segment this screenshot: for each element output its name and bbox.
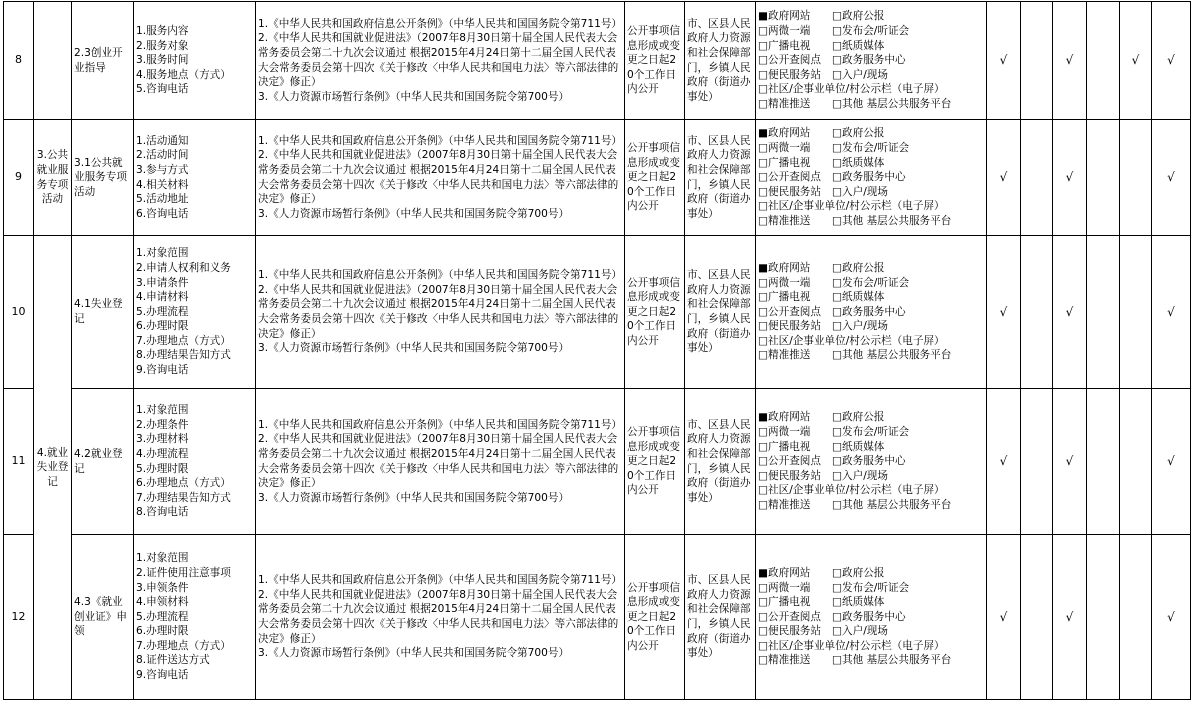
item-cell: 4.3《就业创业证》申领 [72,535,134,700]
channel-option: □精准推送 [758,654,811,667]
channel-option: □社区/企事业单位/村公示栏（电子屏） [758,484,945,497]
content-line: 1.对象范围 [136,404,189,417]
channel-option: □发布会/听证会 [832,25,910,38]
check-cell: √ [987,120,1021,236]
channel-option: ■政府网站 [758,261,811,274]
channel-option: □便民服务站 [758,68,821,81]
channel-option: □发布会/听证会 [832,276,910,289]
basis-line: 2.《中华人民共和国就业促进法》（2007年8月30日第十届全国人民代表大会常务委员会第二十九次会议通过 根据2015年4月24日第十二届全国人民代表大会常务委员会第十四次《关于修改〈中华人民共和国电力法〉等六部法律的决定》修正） [258,433,619,490]
basis-line: 1.《中华人民共和国政府信息公开条例》（中华人民共和国国务院令第711号） [258,17,623,30]
channel-option: □纸质媒体 [832,440,885,453]
content-line: 3.申领条件 [136,581,189,594]
check-cell: √ [1053,2,1087,120]
check-cell [1021,389,1053,535]
content-line: 6.办理地点（方式） [136,477,231,490]
check-cell: √ [1053,236,1087,389]
channel-option: □两微一端 [758,581,811,594]
channel-cell [756,2,987,120]
channel-option: □便民服务站 [758,469,821,482]
row-number: 11 [4,389,34,535]
time-limit-cell: 公开事项信息形成或变更之日起20个工作日内公开 [625,389,685,535]
channel-option: □广播电视 [758,39,811,52]
channel-cell [756,535,987,700]
content-line: 5.咨询电话 [136,83,189,96]
check-cell [1087,120,1120,236]
channel-option: □社区/企事业单位/村公示栏（电子屏） [758,334,945,347]
channel-option: □其他 基层公共服务平台 [832,498,952,511]
content-line: 2.证件使用注意事项 [136,566,231,579]
channel-option: ■政府网站 [758,10,811,23]
check-cell [1087,389,1120,535]
channel-option: □政务服务中心 [832,171,906,184]
basis-line: 2.《中华人民共和国就业促进法》（2007年8月30日第十届全国人民代表大会常务委员会第二十九次会议通过 根据2015年4月24日第十二届全国人民代表大会常务委员会第十四次《关于修改〈中华人民共和国电力法〉等六部法律的决定》修正） [258,588,619,645]
row-number: 8 [4,2,34,120]
channel-option: □入户/现场 [832,625,888,638]
content-line: 3.申请条件 [136,276,189,289]
check-cell: √ [987,389,1021,535]
basis-line: 2.《中华人民共和国就业促进法》（2007年8月30日第十届全国人民代表大会常务委员会第二十九次会议通过 根据2015年4月24日第十二届全国人民代表大会常务委员会第十四次《关于修改〈中华人民共和国电力法〉等六部法律的决定》修正） [258,283,619,340]
content-line: 4.相关材料 [136,178,189,191]
channel-option: ■政府网站 [758,127,811,140]
content-cell [134,389,256,535]
check-cell [1021,120,1053,236]
check-cell: √ [1053,389,1087,535]
check-cell [1120,236,1152,389]
subject-cell: 市、区县人民政府人力资源和社会保障部门，乡镇人民政府（街道办事处） [685,389,756,535]
channel-option: □便民服务站 [758,320,821,333]
content-line: 6.办理时限 [136,625,189,638]
channel-option: □纸质媒体 [832,156,885,169]
channel-option: □政务服务中心 [832,610,906,623]
check-cell [1087,2,1120,120]
table-row [4,236,1191,389]
check-cell: √ [987,2,1021,120]
basis-cell [256,120,625,236]
table-row [4,535,1191,700]
channel-option: □两微一端 [758,426,811,439]
item-cell: 2.3创业开业指导 [72,2,134,120]
channel-option: □精准推送 [758,97,811,110]
content-line: 4.申请材料 [136,291,189,304]
check-cell [1021,535,1053,700]
time-limit-cell: 公开事项信息形成或变更之日起20个工作日内公开 [625,236,685,389]
basis-line: 3.《人力资源市场暂行条例》（中华人民共和国国务院令第700号） [258,90,570,103]
basis-cell [256,535,625,700]
time-limit-cell: 公开事项信息形成或变更之日起20个工作日内公开 [625,535,685,700]
check-cell [1120,120,1152,236]
basis-line: 1.《中华人民共和国政府信息公开条例》（中华人民共和国国务院令第711号） [258,269,623,282]
check-cell: √ [987,535,1021,700]
basis-cell [256,389,625,535]
basis-line: 1.《中华人民共和国政府信息公开条例》（中华人民共和国国务院令第711号） [258,134,623,147]
channel-option: □公开查阅点 [758,455,821,468]
content-line: 3.参与方式 [136,163,189,176]
channel-option: □两微一端 [758,25,811,38]
content-cell [134,535,256,700]
content-line: 8.办理结果告知方式 [136,349,231,362]
content-line: 8.证件送达方式 [136,654,210,667]
check-cell: √ [987,236,1021,389]
check-cell [1087,535,1120,700]
channel-option: □发布会/听证会 [832,142,910,155]
content-line: 1.对象范围 [136,247,189,260]
channel-option: □精准推送 [758,214,811,227]
check-cell: √ [1152,389,1191,535]
channel-option: □入户/现场 [832,68,888,81]
channel-option: □便民服务站 [758,185,821,198]
check-cell [1120,535,1152,700]
item-cell: 4.2就业登记 [72,389,134,535]
channel-option: □政府公报 [832,411,885,424]
content-line: 2.服务对象 [136,39,189,52]
time-limit-cell: 公开事项信息形成或变更之日起20个工作日内公开 [625,2,685,120]
channel-option: □纸质媒体 [832,39,885,52]
check-cell: √ [1152,236,1191,389]
channel-option: □广播电视 [758,440,811,453]
content-line: 7.办理地点（方式） [136,639,231,652]
channel-option: □便民服务站 [758,625,821,638]
channel-option: □其他 基层公共服务平台 [832,349,952,362]
content-line: 1.服务内容 [136,25,189,38]
check-cell: √ [1053,535,1087,700]
channel-option: □广播电视 [758,291,811,304]
basis-line: 3.《人力资源市场暂行条例》（中华人民共和国国务院令第700号） [258,647,570,660]
channel-option: □社区/企事业单位/村公示栏（电子屏） [758,83,945,96]
channel-option: □入户/现场 [832,185,888,198]
subject-cell: 市、区县人民政府人力资源和社会保障部门，乡镇人民政府（街道办事处） [685,236,756,389]
channel-option: □政务服务中心 [832,54,906,67]
content-line: 9.咨询电话 [136,364,189,377]
table-row [4,2,1191,120]
channel-option: □公开查阅点 [758,54,821,67]
basis-line: 3.《人力资源市场暂行条例》（中华人民共和国国务院令第700号） [258,207,570,220]
channel-option: □纸质媒体 [832,291,885,304]
basis-cell [256,236,625,389]
channel-option: □发布会/听证会 [832,581,910,594]
content-line: 5.办理流程 [136,610,189,623]
channel-cell [756,236,987,389]
subject-cell: 市、区县人民政府人力资源和社会保障部门，乡镇人民政府（街道办事处） [685,120,756,236]
content-line: 5.活动地址 [136,193,189,206]
channel-option: □其他 基层公共服务平台 [832,97,952,110]
channel-cell [756,120,987,236]
content-cell [134,120,256,236]
content-line: 8.咨询电话 [136,506,189,519]
basis-line: 3.《人力资源市场暂行条例》（中华人民共和国国务院令第700号） [258,342,570,355]
channel-option: □社区/企事业单位/村公示栏（电子屏） [758,200,945,213]
content-line: 9.咨询电话 [136,669,189,682]
content-line: 2.申请人权利和义务 [136,261,231,274]
basis-line: 1.《中华人民共和国政府信息公开条例》（中华人民共和国国务院令第711号） [258,418,623,431]
row-number: 12 [4,535,34,700]
content-line: 6.办理时限 [136,320,189,333]
check-cell: √ [1120,2,1152,120]
channel-option: □广播电视 [758,596,811,609]
channel-option: □两微一端 [758,142,811,155]
check-cell [1021,2,1053,120]
channel-option: □政府公报 [832,261,885,274]
check-cell [1021,236,1053,389]
table-row [4,120,1191,236]
content-line: 2.办理条件 [136,418,189,431]
channel-cell [756,389,987,535]
content-cell [134,2,256,120]
item-cell: 3.1公共就业服务专项活动 [72,120,134,236]
disclosure-table [3,1,1191,700]
basis-line: 1.《中华人民共和国政府信息公开条例》（中华人民共和国国务院令第711号） [258,574,623,587]
channel-option: □政府公报 [832,127,885,140]
category-cell: 3.公共就业服务专项活动 [34,120,72,236]
row-number: 10 [4,236,34,389]
content-line: 5.办理流程 [136,305,189,318]
channel-option: □其他 基层公共服务平台 [832,654,952,667]
channel-option: ■政府网站 [758,566,811,579]
item-cell: 4.1失业登记 [72,236,134,389]
basis-line: 2.《中华人民共和国就业促进法》（2007年8月30日第十届全国人民代表大会常务委员会第二十九次会议通过 根据2015年4月24日第十二届全国人民代表大会常务委员会第十四次《关于修改〈中华人民共和国电力法〉等六部法律的决定》修正） [258,149,619,206]
time-limit-cell: 公开事项信息形成或变更之日起20个工作日内公开 [625,120,685,236]
table-row [4,389,1191,535]
channel-option: □两微一端 [758,276,811,289]
content-line: 3.办理材料 [136,433,189,446]
content-line: 5.办理时限 [136,462,189,475]
channel-option: □政府公报 [832,566,885,579]
subject-cell: 市、区县人民政府人力资源和社会保障部门，乡镇人民政府（街道办事处） [685,535,756,700]
content-line: 1.活动通知 [136,134,189,147]
content-cell [134,236,256,389]
check-cell [1087,236,1120,389]
channel-option: ■政府网站 [758,411,811,424]
channel-option: □公开查阅点 [758,610,821,623]
content-line: 4.服务地点（方式） [136,68,231,81]
basis-line: 3.《人力资源市场暂行条例》（中华人民共和国国务院令第700号） [258,491,570,504]
check-cell [1120,389,1152,535]
channel-option: □政府公报 [832,10,885,23]
content-line: 2.活动时间 [136,149,189,162]
channel-option: □公开查阅点 [758,305,821,318]
check-cell: √ [1152,535,1191,700]
check-cell: √ [1053,120,1087,236]
basis-cell [256,2,625,120]
content-line: 6.咨询电话 [136,207,189,220]
channel-option: □政务服务中心 [832,455,906,468]
channel-option: □政务服务中心 [832,305,906,318]
channel-option: □其他 基层公共服务平台 [832,214,952,227]
check-cell: √ [1152,120,1191,236]
channel-option: □纸质媒体 [832,596,885,609]
content-line: 3.服务时间 [136,54,189,67]
channel-option: □发布会/听证会 [832,426,910,439]
basis-line: 2.《中华人民共和国就业促进法》（2007年8月30日第十届全国人民代表大会常务委员会第二十九次会议通过 根据2015年4月24日第十二届全国人民代表大会常务委员会第十四次《关于修改〈中华人民共和国电力法〉等六部法律的决定》修正） [258,32,619,89]
content-line: 4.申领材料 [136,596,189,609]
channel-option: □社区/企事业单位/村公示栏（电子屏） [758,639,945,652]
channel-option: □广播电视 [758,156,811,169]
subject-cell: 市、区县人民政府人力资源和社会保障部门，乡镇人民政府（街道办事处） [685,2,756,120]
channel-option: □入户/现场 [832,469,888,482]
channel-option: □入户/现场 [832,320,888,333]
content-line: 4.办理流程 [136,447,189,460]
category-cell [34,2,72,120]
channel-option: □精准推送 [758,349,811,362]
content-line: 7.办理地点（方式） [136,334,231,347]
channel-option: □精准推送 [758,498,811,511]
row-number: 9 [4,120,34,236]
category-cell: 4.就业失业登记 [34,236,72,700]
content-line: 7.办理结果告知方式 [136,491,231,504]
channel-option: □公开查阅点 [758,171,821,184]
content-line: 1.对象范围 [136,552,189,565]
check-cell: √ [1152,2,1191,120]
